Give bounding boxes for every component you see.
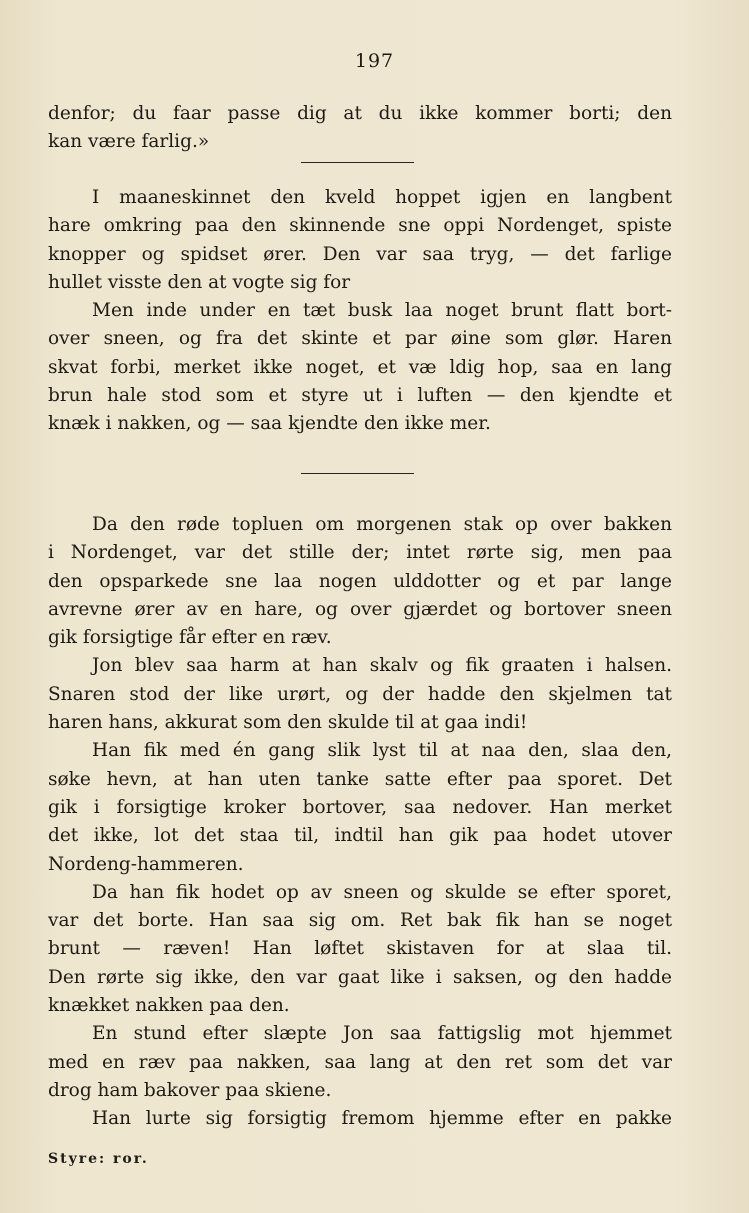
text-line: hare omkring paa den skinnende sne oppi Nordenget, spiste: [48, 215, 672, 237]
text-line: denfor; du faar passe dig at du ikke kommer borti; den: [48, 103, 672, 124]
text-line: knopper og spidset ører. Den var saa tryg, — det farlige: [48, 243, 672, 265]
text-line: gik forsigtige får efter en ræv.: [48, 627, 332, 649]
text-line: Da den røde topluen om morgenen stak op over bakken: [92, 514, 672, 535]
text-line: Snaren stod der like urørt, og der hadde den skjelmen tat: [48, 683, 672, 705]
text-line: Nordeng-hammeren.: [48, 853, 244, 875]
text-line: var det borte. Han saa sig om. Ret bak fik han se noget: [48, 910, 672, 932]
paragraph-block-1: [48, 100, 672, 157]
text-line: knæk i nakken, og — saa kjendte den ikke mer.: [48, 413, 491, 435]
text-line: drog ham bakover paa skiene.: [48, 1079, 332, 1101]
text-line: Han lurte sig forsigtig fremom hjemme efter en pakke: [92, 1108, 672, 1130]
text-line: i Nordenget, var det stille der; intet rørte sig, men paa: [48, 542, 672, 564]
text-line: haren hans, akkurat som den skulde til at gaa indi!: [48, 712, 528, 734]
text-line: brun hale stod som et styre ut i luften — den kjendte et: [48, 385, 672, 407]
text-line: En stund efter slæpte Jon saa fattigslig mot hjemmet: [92, 1023, 672, 1045]
footer-note: Styre: ror.: [48, 1151, 149, 1167]
text-line: I maaneskinnet den kveld hoppet igjen en langbent: [92, 187, 672, 208]
page-number: 197: [354, 50, 395, 72]
text-line: Jon blev saa harm at han skalv og fik graaten i halsen.: [92, 655, 672, 677]
text-line: avrevne ører av en hare, og over gjærdet og bortover sneen: [48, 598, 672, 620]
text-line: kan være farlig.»: [48, 131, 210, 153]
text-line: Han fik med én gang slik lyst til at naa den, slaa den,: [92, 740, 672, 762]
text-line: brunt — ræven! Han løftet skistaven for at slaa til.: [48, 938, 672, 960]
text-line: Da han fik hodet op av sneen og skulde se efter sporet,: [92, 881, 672, 903]
section-divider: [301, 473, 414, 474]
paragraph-block-2: [48, 184, 672, 439]
paragraph-block-3: [48, 511, 672, 1134]
text-line: over sneen, og fra det skinte et par øine som glør. Haren: [48, 328, 672, 350]
text-line: søke hevn, at han uten tanke satte efter paa sporet. Det: [48, 768, 672, 790]
text-line: hullet visste den at vogte sig for: [48, 271, 351, 293]
text-line: den opsparkede sne laa nogen ulddotter og et par lange: [48, 570, 672, 592]
text-line: det ikke, lot det staa til, indtil han gik paa hodet utover: [48, 825, 672, 847]
section-divider: [301, 162, 414, 163]
text-line: skvat forbi, merket ikke noget, et væ ldig hop, saa en lang: [48, 356, 672, 378]
text-line: Men inde under en tæt busk laa noget brunt flatt bort-: [92, 300, 672, 322]
text-line: gik i forsigtige kroker bortover, saa nedover. Han merket: [48, 796, 672, 818]
text-line: med en ræv paa nakken, saa lang at den ret som det var: [48, 1051, 672, 1073]
text-line: knækket nakken paa den.: [48, 995, 290, 1017]
text-line: Den rørte sig ikke, den var gaat like i saksen, og den hadde: [48, 966, 672, 988]
